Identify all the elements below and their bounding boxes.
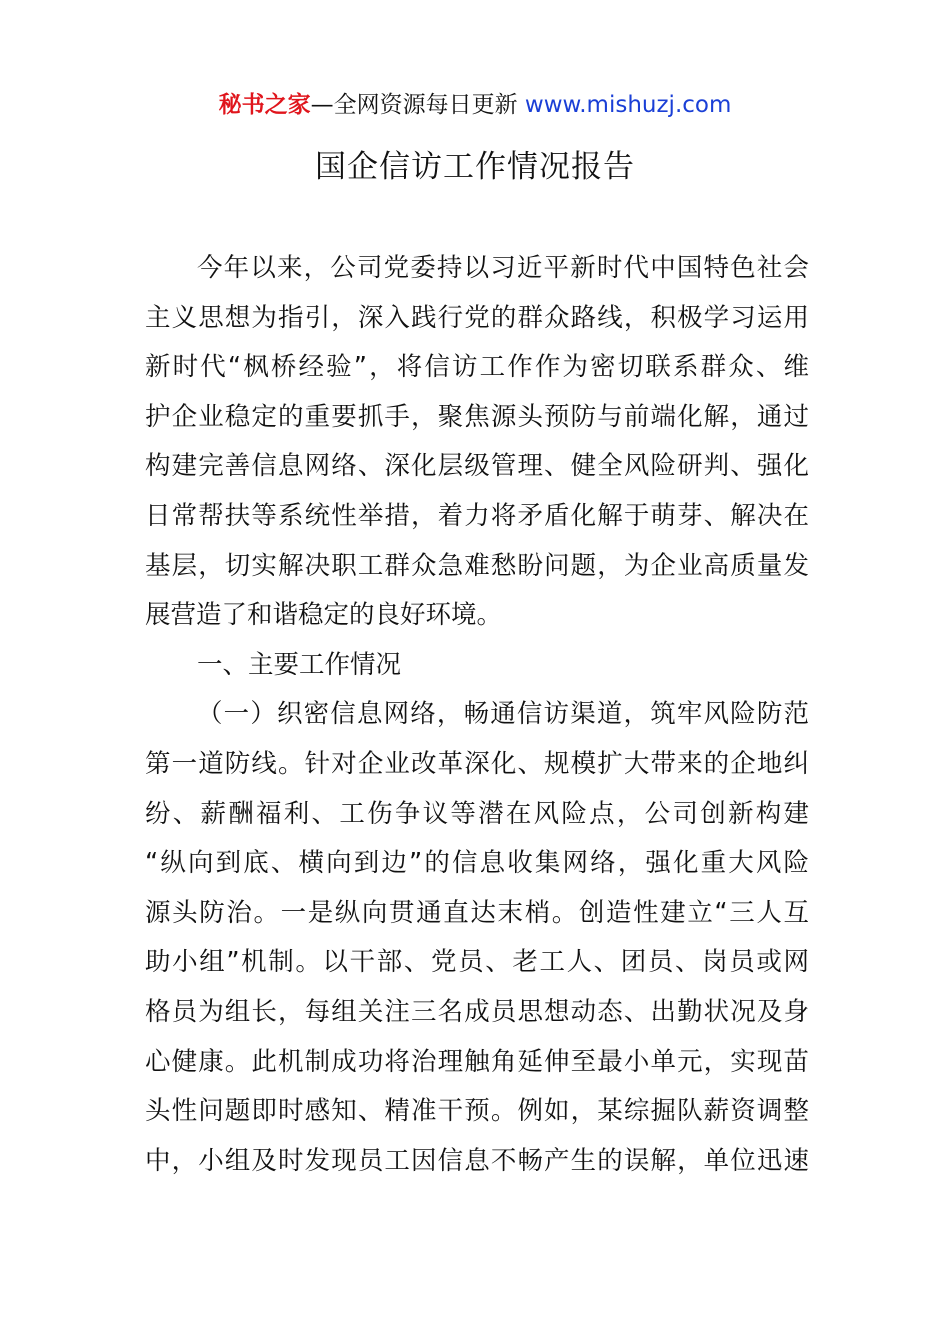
paragraph-line: 格员为组长，每组关注三名成员思想动态、出勤状况及身 <box>145 996 809 1027</box>
site-banner <box>0 88 950 122</box>
paragraph-line: 日常帮扶等系统性举措，着力将矛盾化解于萌芽、解决在 <box>145 500 809 531</box>
paragraph-line: 基层，切实解决职工群众急难愁盼问题，为企业高质量发 <box>145 550 809 581</box>
site-tagline: —全网资源每日更新 <box>310 92 525 118</box>
paragraph-line: 心健康。此机制成功将治理触角延伸至最小单元，实现苗 <box>145 1046 809 1077</box>
paragraph-line: 中，小组及时发现员工因信息不畅产生的误解，单位迅速 <box>145 1145 809 1176</box>
document-title: 国企信访工作情况报告 <box>315 149 635 185</box>
site-url-link[interactable]: www.mishuzj.com <box>524 92 732 118</box>
document-body <box>145 244 809 1186</box>
paragraph-line: 纷、薪酬福利、工伤争议等潜在风险点，公司创新构建 <box>145 798 809 829</box>
paragraph-line: 新时代“枫桥经验”，将信访工作作为密切联系群众、维 <box>145 352 809 383</box>
paragraph-line: （一）织密信息网络，畅通信访渠道，筑牢风险防范 <box>197 699 809 730</box>
paragraph-line: “纵向到底、横向到边”的信息收集网络，强化重大风险 <box>145 848 809 879</box>
paragraph-line: 主义思想为指引，深入践行党的群众路线，积极学习运用 <box>145 302 809 333</box>
paragraph-line: 源头防治。一是纵向贯通直达末梢。创造性建立“三人互 <box>145 897 809 928</box>
paragraph-line: 第一道防线。针对企业改革深化、规模扩大带来的企地纠 <box>145 748 809 779</box>
paragraph-line: 助小组”机制。以干部、党员、老工人、团员、岗员或网 <box>145 947 809 978</box>
paragraph-line: 构建完善信息网络、深化层级管理、健全风险研判、强化 <box>145 451 809 482</box>
site-brand-name: 秘书之家 <box>218 92 311 118</box>
section-heading: 一、主要工作情况 <box>197 649 402 680</box>
paragraph-line: 今年以来，公司党委持以习近平新时代中国特色社会 <box>197 253 809 283</box>
paragraph-line: 头性问题即时感知、精准干预。例如，某综掘队薪资调整 <box>145 1096 809 1127</box>
paragraph-line: 护企业稳定的重要抓手，聚焦源头预防与前端化解，通过 <box>145 401 809 432</box>
paragraph-line: 展营造了和谐稳定的良好环境。 <box>145 600 503 631</box>
